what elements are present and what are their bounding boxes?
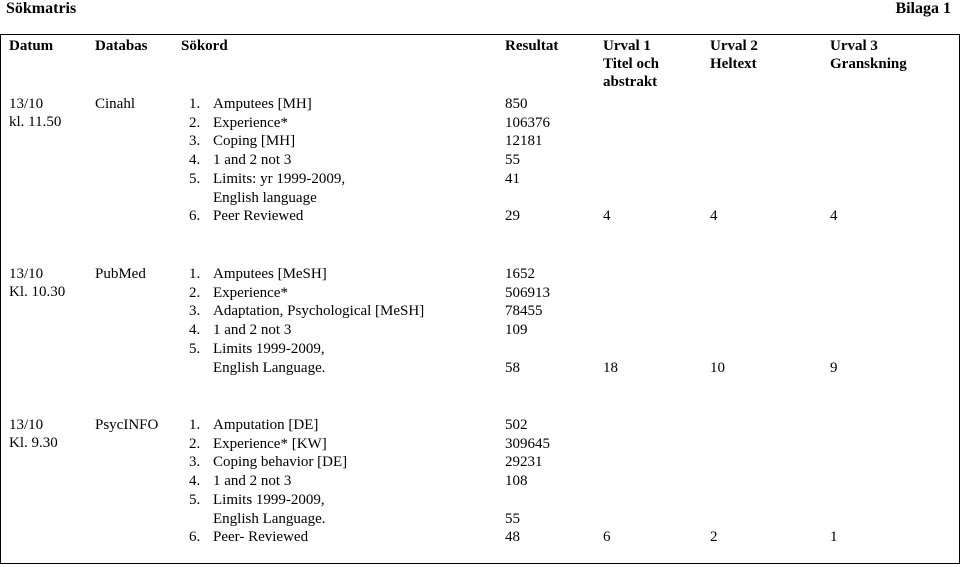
attachment-label: Bilaga 1 <box>895 0 951 17</box>
search-term: Peer- Reviewed <box>213 529 309 546</box>
header-urval3-line2: Granskning <box>830 56 907 72</box>
row-date-time: kl. 11.50 <box>9 114 62 130</box>
result-count: 108 <box>505 473 528 490</box>
header-urval1-line3: abstrakt <box>603 74 658 90</box>
result-count: 29231 <box>505 454 543 471</box>
row-urval1: 18 <box>603 360 618 376</box>
result-count: 106376 <box>505 114 550 131</box>
result-count: 309645 <box>505 435 550 452</box>
header-urval3-line1: Urval 3 <box>830 38 878 54</box>
result-count: 506913 <box>505 284 550 301</box>
search-term: 1 and 2 not 3 <box>213 473 292 490</box>
row-database: PsycINFO <box>95 417 159 433</box>
row-database: Cinahl <box>95 96 135 112</box>
result-count: 850 <box>505 96 528 112</box>
search-term: Amputation [DE] <box>213 417 319 433</box>
result-count: 109 <box>505 322 528 339</box>
search-term: Amputees [MH] <box>213 96 312 112</box>
page-title: Sökmatris <box>6 0 77 17</box>
table-top-border <box>0 34 960 35</box>
header-datum: Datum <box>9 38 54 54</box>
header-urval3 <box>830 37 907 73</box>
row-urval2: 4 <box>710 208 718 224</box>
row-database: PubMed <box>95 266 146 282</box>
header-urval2 <box>710 37 758 73</box>
search-term: Peer Reviewed <box>213 208 304 225</box>
search-term: Adaptation, Psychological [MeSH] <box>213 303 425 320</box>
result-count: 1652 <box>505 266 535 282</box>
result-count: 48 <box>505 529 520 546</box>
header-urval2-line2: Heltext <box>710 56 757 72</box>
row-date <box>9 265 65 301</box>
search-term: English Language. <box>213 510 326 527</box>
result-count: 55 <box>505 152 520 169</box>
header-urval1-line2: Titel och <box>603 56 659 72</box>
search-term: 1 and 2 not 3 <box>213 152 292 169</box>
row-urval3: 4 <box>830 208 838 224</box>
search-term: Amputees [MeSH] <box>213 266 327 282</box>
table-left-border <box>0 34 1 564</box>
table-bottom-border <box>0 563 960 564</box>
search-term: Experience* <box>213 114 288 131</box>
row-date <box>9 416 58 452</box>
row-date-time: Kl. 9.30 <box>9 435 58 451</box>
search-term: Limits 1999-2009, <box>213 340 325 357</box>
row-date-time: Kl. 10.30 <box>9 284 66 300</box>
row-urval3: 1 <box>830 529 838 545</box>
search-term: Experience* [KW] <box>213 435 327 452</box>
row-urval3: 9 <box>830 360 838 376</box>
row-urval2: 10 <box>710 360 725 376</box>
result-count: 29 <box>505 208 520 225</box>
row-urval1: 4 <box>603 208 611 224</box>
header-resultat: Resultat <box>505 38 559 54</box>
result-count: 502 <box>505 417 528 433</box>
search-term: Coping [MH] <box>213 133 296 150</box>
header-urval2-line1: Urval 2 <box>710 38 758 54</box>
row-urval2: 2 <box>710 529 718 545</box>
row-date-day: 13/10 <box>9 266 44 282</box>
result-count: 12181 <box>505 133 543 150</box>
search-term: Experience* <box>213 284 288 301</box>
header-databas: Databas <box>95 38 148 54</box>
header-urval1 <box>603 37 659 91</box>
row-date <box>9 95 61 131</box>
result-count: 58 <box>505 359 520 376</box>
result-count: 41 <box>505 170 520 187</box>
row-urval1: 6 <box>603 529 611 545</box>
search-term: Coping behavior [DE] <box>213 454 348 471</box>
search-term: 1 and 2 not 3 <box>213 322 292 339</box>
row-date-day: 13/10 <box>9 96 44 112</box>
header-urval1-line1: Urval 1 <box>603 38 651 54</box>
header-sokord: Sökord <box>181 38 228 54</box>
search-term: Limits 1999-2009, <box>213 491 325 508</box>
search-term: English Language. <box>213 359 326 376</box>
search-term: Limits: yr 1999-2009, <box>213 170 346 187</box>
row-date-day: 13/10 <box>9 417 44 433</box>
result-count: 78455 <box>505 303 543 320</box>
result-count: 55 <box>505 510 520 527</box>
search-term: English language <box>213 189 317 206</box>
